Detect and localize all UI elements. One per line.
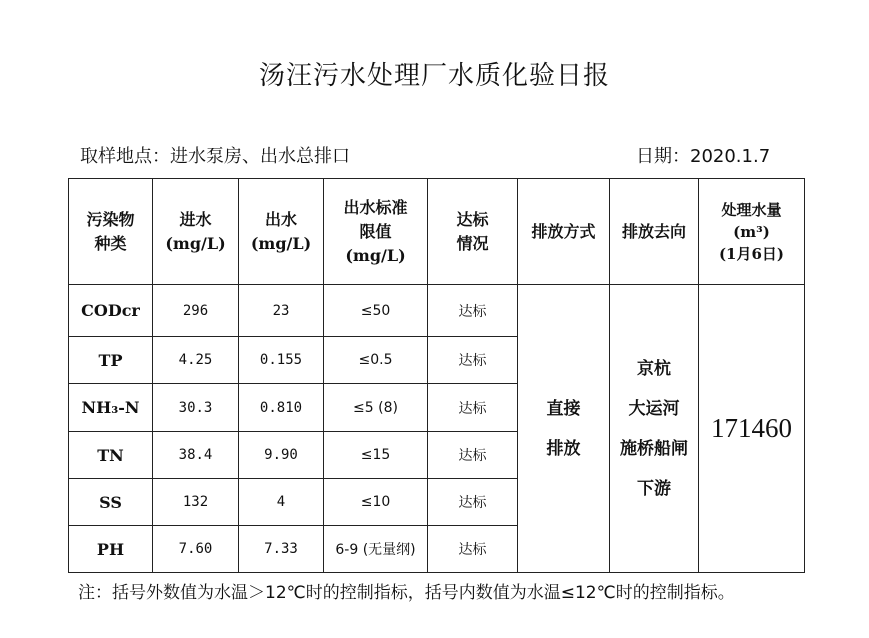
pollutant-name: TP [69,337,153,384]
sampling-location: 取样地点：进水泵房、出水总排口 [80,146,350,167]
influent-value: 38.4 [153,432,239,479]
water-quality-table [68,178,805,573]
discharge-destination: 京杭 大运河 施桥船闸 下游 [610,285,699,573]
effluent-value: 0.810 [239,384,324,432]
limit-value: ≤5 (8) [324,384,428,432]
effluent-value: 0.155 [239,337,324,384]
header-limit: 出水标准 限值 (mg/L) [324,179,428,285]
report-title: 汤汪污水处理厂水质化验日报 [258,61,610,91]
report-date: 日期：2020.1.7 [636,146,771,167]
header-compliance: 达标 情况 [428,179,518,285]
compliance-status: 达标 [428,432,518,479]
header-pollutant: 污染物 种类 [69,179,153,285]
compliance-status: 达标 [428,337,518,384]
header-row [69,179,805,285]
effluent-value: 9.90 [239,432,324,479]
effluent-value: 4 [239,479,324,526]
limit-value: 6-9 (无量纲) [324,526,428,573]
limit-value: ≤50 [324,285,428,337]
header-discharge-destination: 排放去向 [610,179,699,285]
influent-value: 30.3 [153,384,239,432]
footnote: 注：括号外数值为水温＞12℃时的控制指标，括号内数值为水温≤12℃时的控制指标。 [78,583,735,603]
influent-value: 296 [153,285,239,337]
header-discharge-method: 排放方式 [518,179,610,285]
pollutant-name: PH [69,526,153,573]
treated-volume: 171460 [699,285,805,573]
pollutant-name: TN [69,432,153,479]
header-volume: 处理水量 (m³) (1月6日) [699,179,805,285]
limit-value: ≤0.5 [324,337,428,384]
compliance-status: 达标 [428,526,518,573]
limit-value: ≤10 [324,479,428,526]
limit-value: ≤15 [324,432,428,479]
header-effluent: 出水 (mg/L) [239,179,324,285]
influent-value: 7.60 [153,526,239,573]
effluent-value: 7.33 [239,526,324,573]
header-influent: 进水 (mg/L) [153,179,239,285]
influent-value: 4.25 [153,337,239,384]
discharge-method: 直接 排放 [518,285,610,573]
influent-value: 132 [153,479,239,526]
effluent-value: 23 [239,285,324,337]
compliance-status: 达标 [428,285,518,337]
compliance-status: 达标 [428,384,518,432]
compliance-status: 达标 [428,479,518,526]
pollutant-name: NH₃-N [69,384,153,432]
pollutant-name: CODcr [69,285,153,337]
table-row [69,285,805,337]
pollutant-name: SS [69,479,153,526]
